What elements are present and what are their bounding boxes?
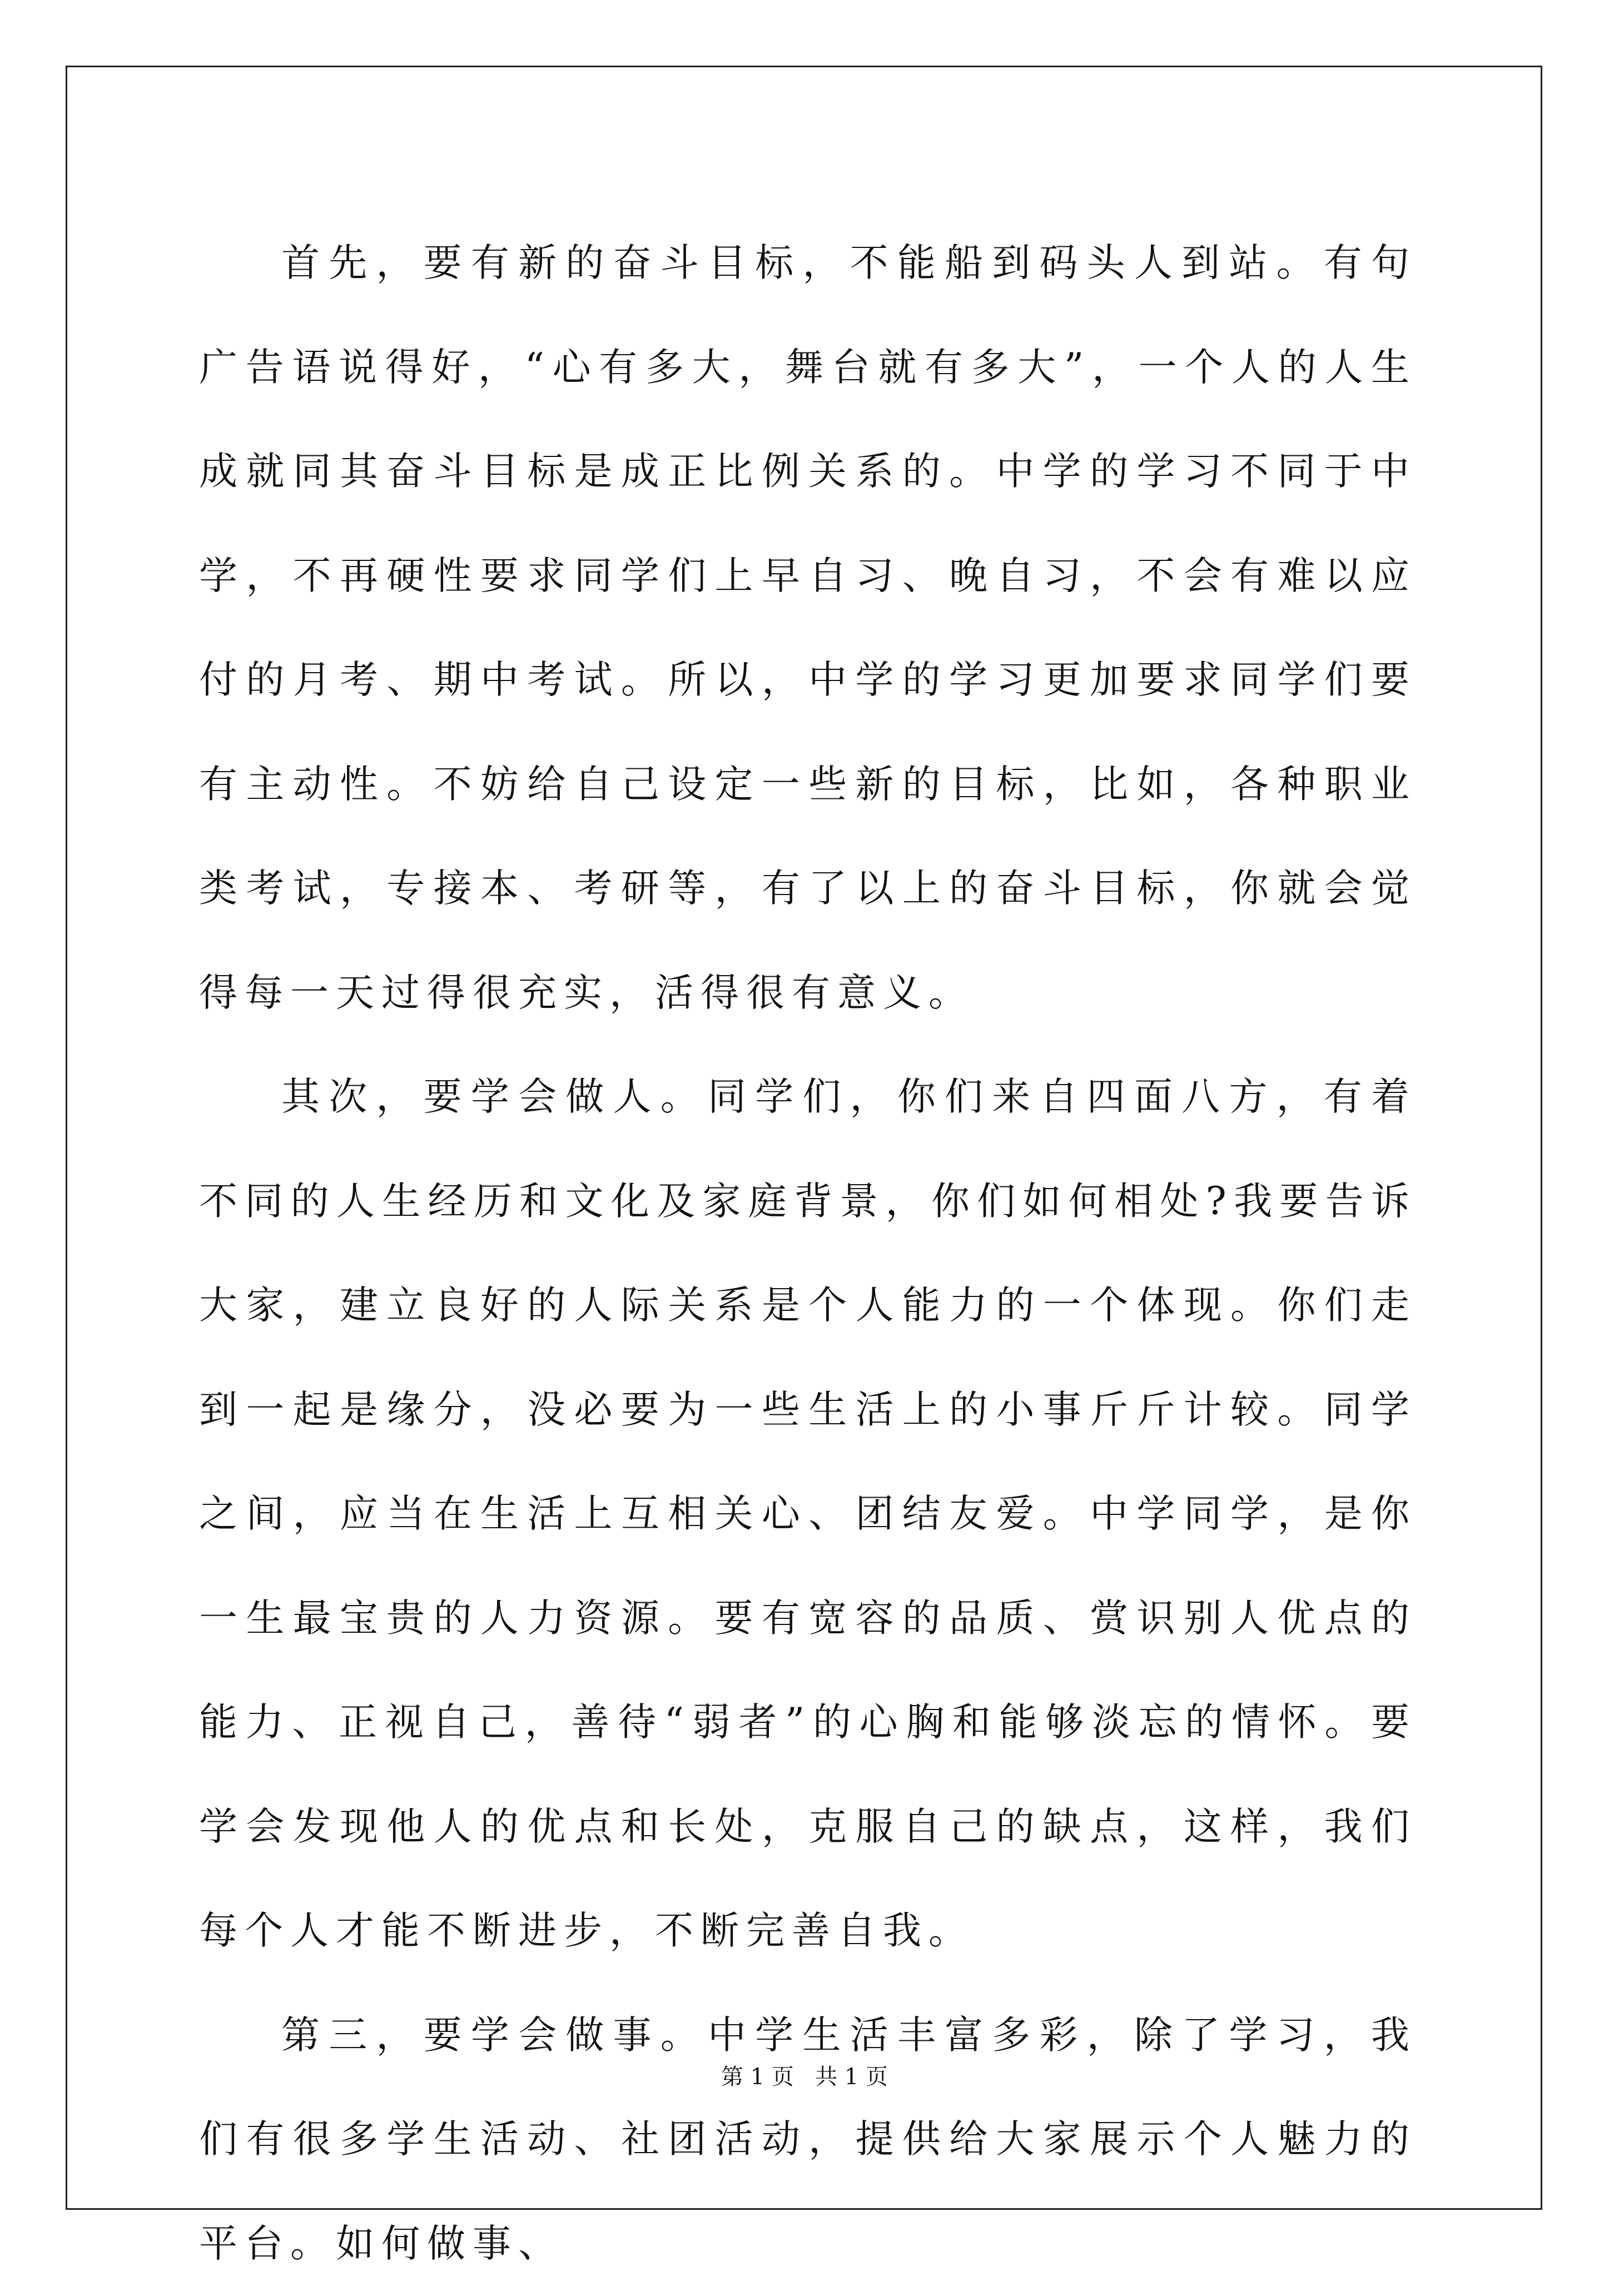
page-footer: 第 1 页 共 1 页 (0, 2064, 1609, 2090)
document-body (199, 211, 1417, 2296)
paragraph-3: 第三，要学会做事。中学生活丰富多彩，除了学习，我们有很多学生活动、社团活动，提供给大家展示个人魅力的平台。如何做事、 (199, 1984, 1417, 2296)
paragraph-1: 首先，要有新的奋斗目标，不能船到码头人到站。有句广告语说得好，“心有多大，舞台就有多大”，一个人的人生成就同其奋斗目标是成正比例关系的。中学的学习不同于中学，不再硬性要求同学们上早自习、晚自习，不会有难以应付的月考、期中考试。所以，中学的学习更加要求同学们要有主动性。不妨给自己设定一些新的目标，比如，各种职业类考试，专接本、考研等，有了以上的奋斗目标，你就会觉得每一天过得很充实，活得很有意义。 (199, 211, 1417, 1045)
paragraph-2: 其次，要学会做人。同学们，你们来自四面八方，有着不同的人生经历和文化及家庭背景，你们如何相处?我要告诉大家，建立良好的人际关系是个人能力的一个体现。你们走到一起是缘分，没必要为一些生活上的小事斤斤计较。同学之间，应当在生活上互相关心、团结友爱。中学同学，是你一生最宝贵的人力资源。要有宽容的品质、赏识别人优点的能力、正视自己，善待“弱者”的心胸和能够淡忘的情怀。要学会发现他人的优点和长处，克服自己的缺点，这样，我们每个人才能不断进步，不断完善自我。 (199, 1045, 1417, 1984)
